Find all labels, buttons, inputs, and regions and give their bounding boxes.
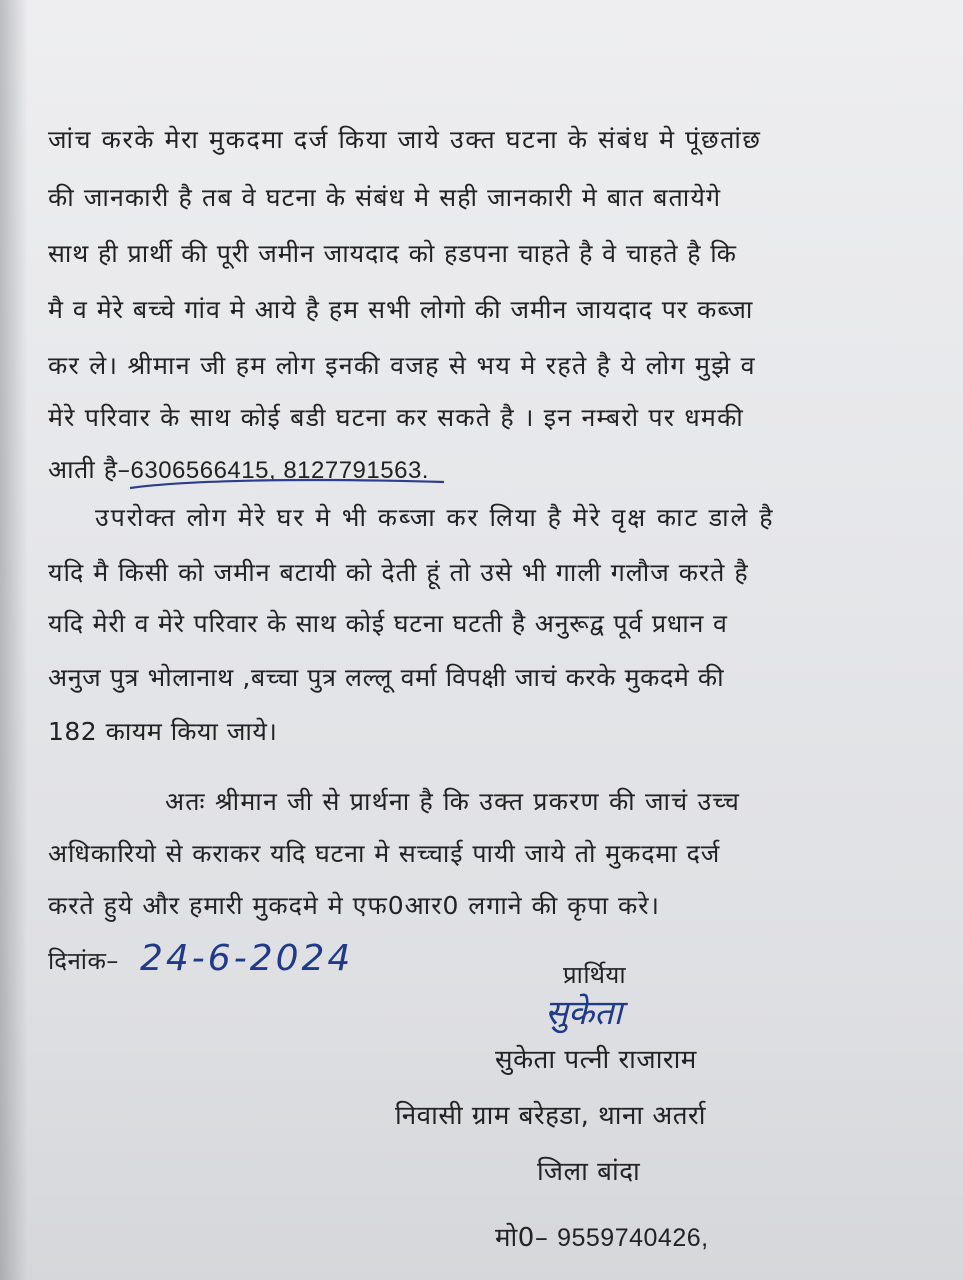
page-edge-shadow — [0, 0, 28, 1280]
para3-line-2: अधिकारियो से कराकर यदि घटना मे सच्चाई पायी जाये तो मुकदमा दर्ज — [48, 839, 721, 868]
para3-line-1: अतः श्रीमान जी से प्रार्थना है कि उक्त प्रकरण की जाचं उच्च — [165, 787, 741, 816]
para2-line-2: यदि मै किसी को जमीन बटायी को देती हूं तो उसे भी गाली गलौज करते है — [48, 558, 749, 587]
para3-line-3: करते हुये और हमारी मुकदमे मे एफ0आर0 लगाने की कृपा करे। — [48, 891, 660, 920]
para2-line-3: यदि मेरी व मेरे परिवार के साथ कोई घटना घटती है अनुरूद्व पूर्व प्रधान व — [48, 609, 728, 638]
mobile-number: 9559740426, — [557, 1224, 709, 1252]
mobile-label: मो0– — [495, 1223, 549, 1253]
para1-line-4: मै व मेरे बच्चे गांव मे आये है हम सभी लोगो की जमीन जायदाद पर कब्जा — [48, 295, 754, 324]
applicant-name: सुकेता पत्नी राजाराम — [495, 1045, 697, 1075]
para2-line-1: उपरोक्त लोग मेरे घर मे भी कब्जा कर लिया है मेरे वृक्ष काट डाले है — [95, 503, 775, 532]
handwritten-underline — [128, 476, 446, 490]
handwritten-signature: सुकेता — [545, 993, 623, 1033]
threat-prefix: आती है– — [48, 455, 131, 484]
para1-line-5: कर ले। श्रीमान जी हम लोग इनकी वजह से भय मे रहते है ये लोग मुझे व — [48, 351, 756, 380]
district-line: जिला बांदा — [537, 1157, 641, 1187]
para1-line-1: जांच करके मेरा मुकदमा दर्ज किया जाये उक्त घटना के संबंध मे पूंछतांछ — [48, 125, 762, 154]
date-label: दिनांक– — [48, 947, 119, 975]
handwritten-date: 24-6-2024 — [140, 938, 354, 979]
mobile-line — [495, 1218, 709, 1254]
para2-line-5: 182 कायम किया जाये। — [48, 717, 278, 746]
para1-line-3: साथ ही प्रार्थी की पूरी जमीन जायदाद को हडपना चाहते है वे चाहते है कि — [48, 239, 737, 268]
para2-line-4: अनुज पुत्र भोलानाथ ,बच्चा पुत्र लल्लू वर्मा विपक्षी जाचं करके मुकदमे की — [48, 663, 725, 692]
para1-line-6: मेरे परिवार के साथ कोई बडी घटना कर सकते है । इन नम्बरो पर धमकी — [48, 403, 744, 432]
applicant-label: प्रार्थिया — [563, 961, 627, 989]
para1-line-2: की जानकारी है तब वे घटना के संबंध मे सही जानकारी मे बात बतायेगे — [48, 183, 722, 212]
address-line: निवासी ग्राम बरेहडा, थाना अतर्रा — [395, 1101, 706, 1131]
threat-phone-numbers: 6306566415, 8127791563. — [130, 457, 429, 484]
